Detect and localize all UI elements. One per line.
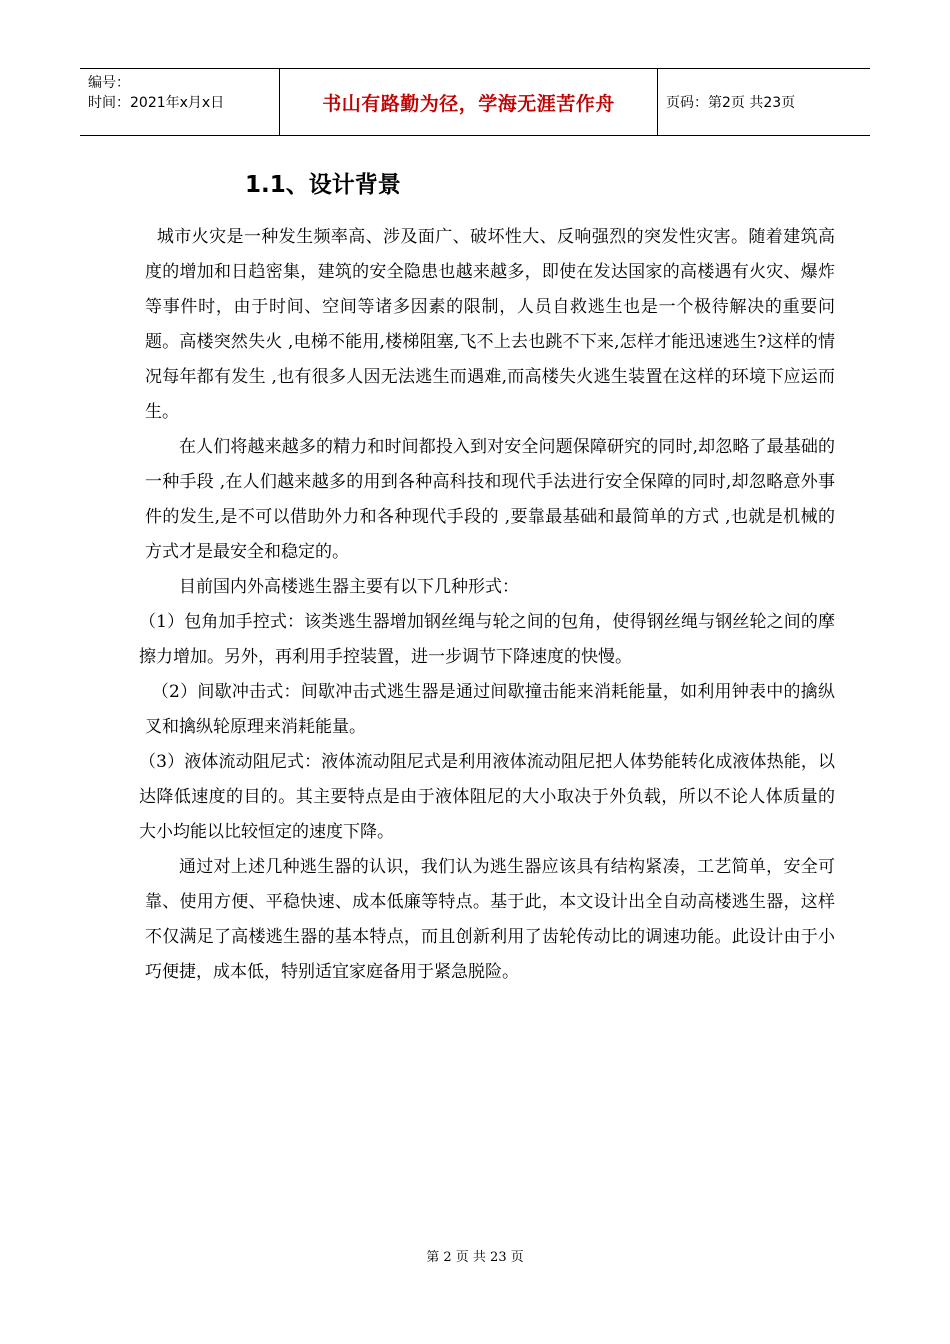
paragraph-1: 城市火灾是一种发生频率高、涉及面广、破坏性大、反响强烈的突发性灾害。随着建筑高度的增加和日趋密集，建筑的安全隐患也越来越多，即使在发达国家的高楼遇有火灾、爆炸等事件时，由于时间、空间等诸多因素的限制，人员自救逃生也是一个极待解决的重要问题。高楼突然失火 ,电梯不能用,楼梯阻塞,飞不上去也跳不下来,怎样才能迅速逃生?这样的情况每年都有发生 ,也有很多人因无法逃生而遇难,而高楼失火逃生装置在这样的环境下应运而生。: [145, 227, 835, 422]
header-meta: [80, 69, 280, 135]
document-number-label: 编号：: [88, 75, 130, 91]
header-page-info: 页码：第2页 共23页: [666, 95, 796, 111]
document-date: 时间：2021年x月x日: [88, 95, 225, 111]
list-item-2: （2）间歇冲击式：间歇冲击式逃生器是通过间歇撞击能来消耗能量，如利用钟表中的擒纵叉和擒纵轮原理来消耗能量。: [145, 682, 835, 737]
list-item-1: （1）包角加手控式：该类逃生器增加钢丝绳与轮之间的包角，使得钢丝绳与钢丝轮之间的摩擦力增加。另外，再利用手控装置，进一步调节下降速度的快慢。: [139, 612, 835, 667]
section-title: 1.1、设计背景: [245, 172, 401, 198]
paragraph-3: 目前国内外高楼逃生器主要有以下几种形式：: [179, 577, 519, 597]
paragraph-2: 在人们将越来越多的精力和时间都投入到对安全问题保障研究的同时,却忽略了最基础的一种手段 ,在人们越来越多的用到各种高科技和现代手法进行安全保障的同时,却忽略意外事件的发生,是不可以借助外力和各种现代手段的 ,要靠最基础和最简单的方式 ,也就是机械的方式才是最安全和稳定的。: [145, 437, 835, 562]
document-body: [139, 220, 835, 990]
paragraph-4: 通过对上述几种逃生器的认识，我们认为逃生器应该具有结构紧凑，工艺简单，安全可靠、使用方便、平稳快速、成本低廉等特点。基于此，本文设计出全自动高楼逃生器，这样不仅满足了高楼逃生器的基本特点，而且创新利用了齿轮传动比的调速功能。此设计由于小巧便捷，成本低，特别适宜家庭备用于紧急脱险。: [145, 857, 835, 982]
list-item-3: （3）液体流动阻尼式：液体流动阻尼式是利用液体流动阻尼把人体势能转化成液体热能，以达降低速度的目的。其主要特点是由于液体阻尼的大小取决于外负载，所以不论人体质量的大小均能以比较恒定的速度下降。: [139, 752, 835, 842]
document-header: [80, 68, 870, 136]
page-footer: 第 2 页 共 23 页: [426, 1250, 524, 1265]
header-motto: 书山有路勤为径，学海无涯苦作舟: [280, 69, 658, 135]
